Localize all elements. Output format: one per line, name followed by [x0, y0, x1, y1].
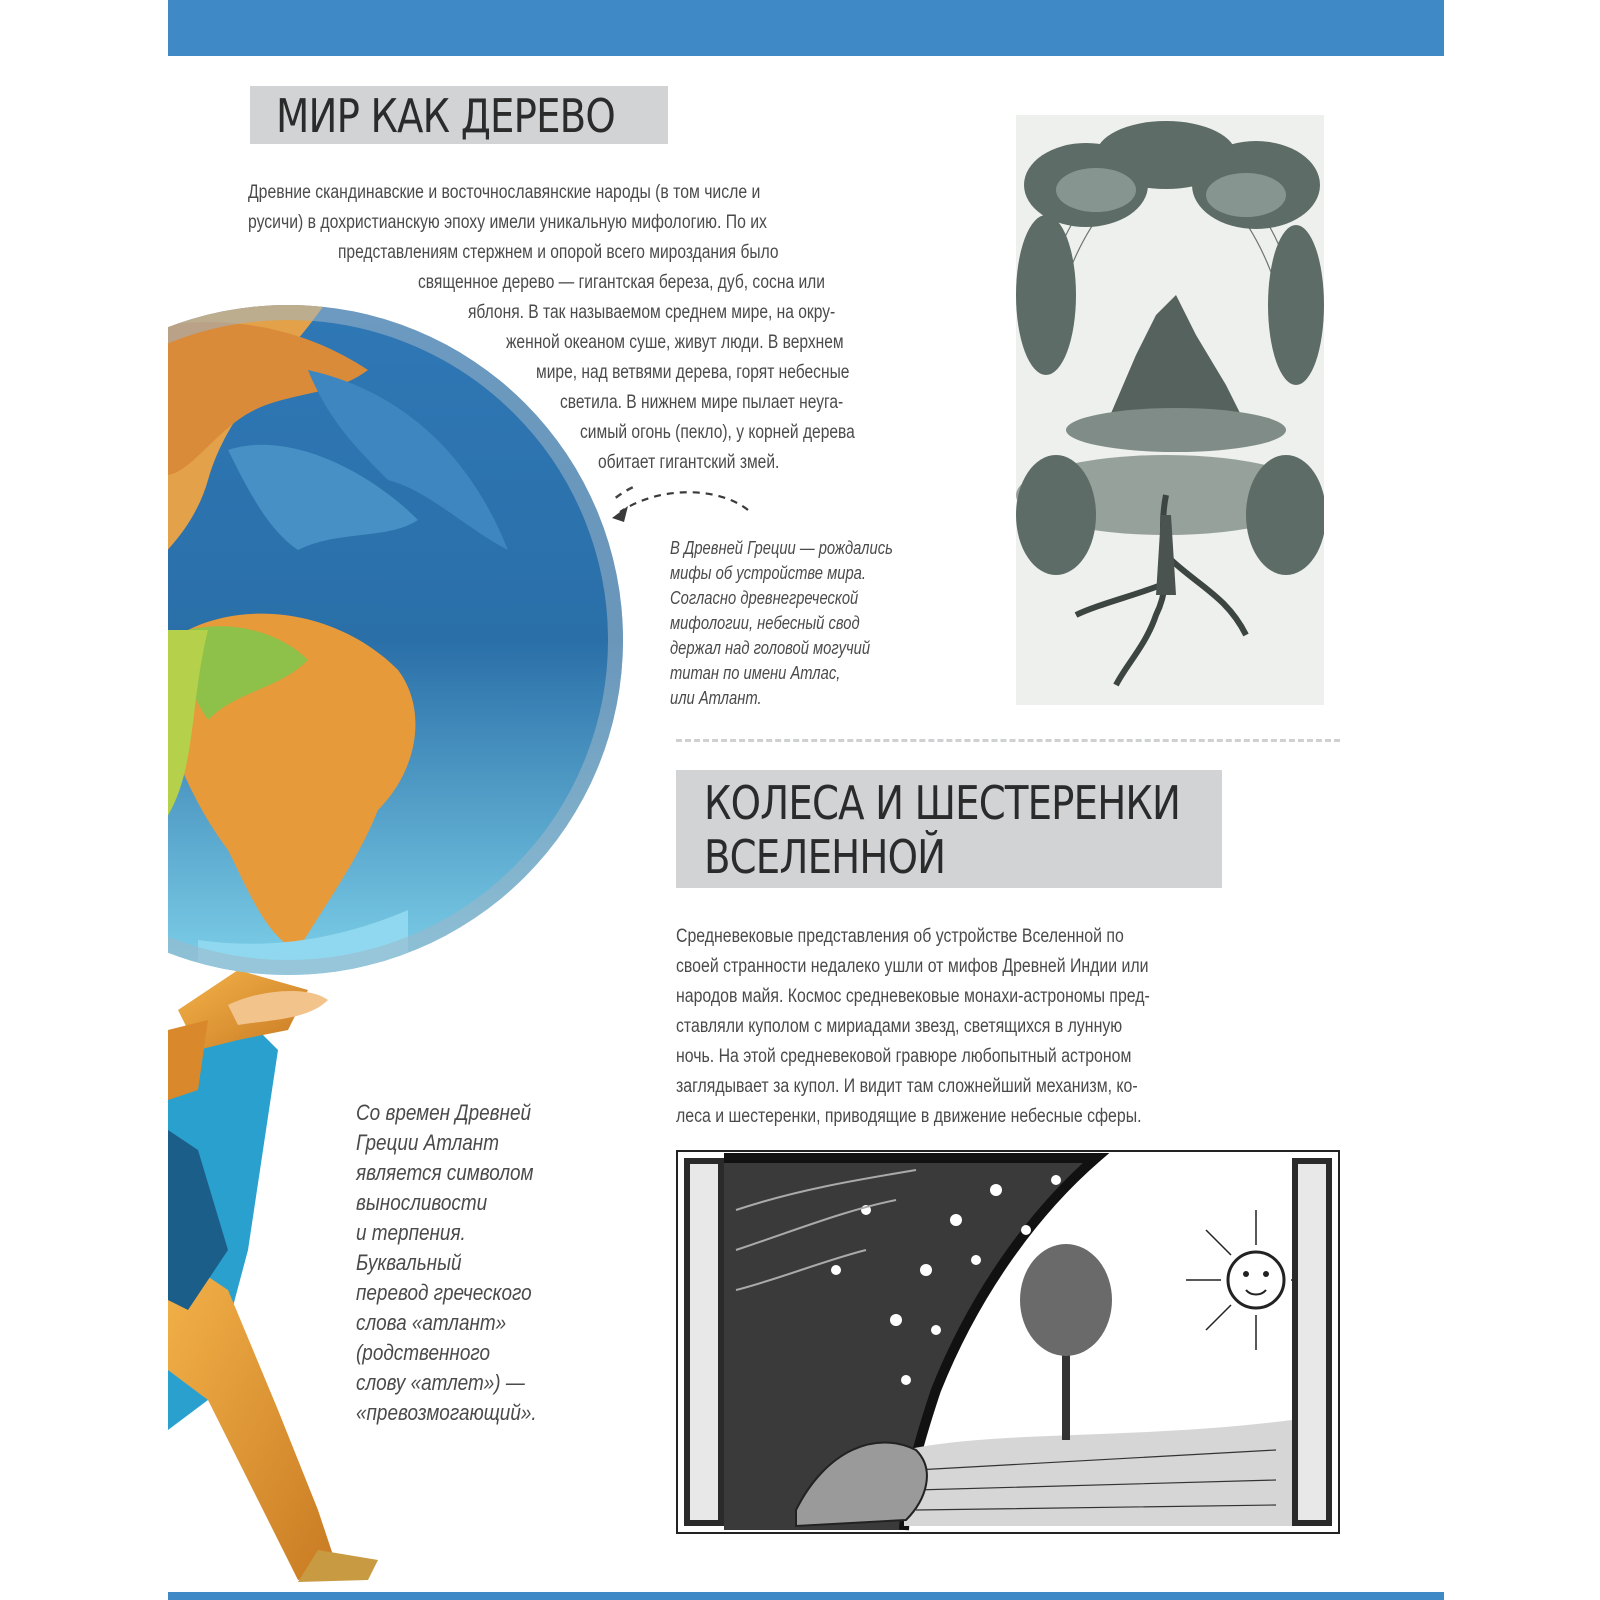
body-line: женной океаном суше, живут люди. В верхнем: [506, 332, 844, 353]
body-line: заглядывает за купол. И видит там сложнейший механизм, ко-: [676, 1076, 1138, 1097]
caption-line: (родственного: [356, 1340, 490, 1365]
body-line: обитает гигантский змей.: [598, 452, 780, 473]
body-line: своей странности недалеко ушли от мифов Древней Индии или: [676, 956, 1149, 977]
caption-line: Согласно древнегреческой: [670, 588, 859, 608]
caption-line: выносливости: [356, 1190, 488, 1215]
caption-line: титан по имени Атлас,: [670, 663, 841, 683]
pointer-arrow-icon: [598, 480, 758, 540]
body-line: народов майя. Космос средневековые монахи-астрономы пред-: [676, 986, 1150, 1007]
body-line: русичи) в дохристианскую эпоху имели уникальную мифологию. По их: [248, 212, 767, 233]
body-line: ночь. На этой средневековой гравюре любопытный астроном: [676, 1046, 1132, 1067]
world-tree-engraving: [1016, 115, 1324, 705]
section-title-text: МИР КАК ДЕРЕВО: [276, 89, 615, 143]
caption-line: Буквальный: [356, 1250, 462, 1275]
caption-line: является символом: [356, 1160, 534, 1185]
caption-line: В Древней Греции — рождались: [670, 538, 893, 558]
section-title-wheels: [676, 770, 1222, 888]
caption-line: слова «атлант»: [356, 1310, 507, 1335]
caption-line: Со времен Древней: [356, 1100, 532, 1125]
body-line: леса и шестеренки, приводящие в движение небесные сферы.: [676, 1106, 1142, 1127]
caption-line: «превозмогающий».: [356, 1400, 537, 1425]
section-divider: [676, 739, 1340, 742]
caption-line: мифы об устройстве мира.: [670, 563, 866, 583]
body-line: ставляли куполом с мириадами звезд, светящихся в лунную: [676, 1016, 1123, 1037]
body-line: яблоня. В так называемом среднем мире, на окру-: [468, 302, 836, 323]
body-line: светила. В нижнем мире пылает неуга-: [560, 392, 844, 413]
body-line: мире, над ветвями дерева, горят небесные: [536, 362, 850, 383]
caption-line: или Атлант.: [670, 688, 762, 708]
body-line: Средневековые представления об устройстве Вселенной по: [676, 926, 1124, 947]
caption-line: держал над головой могучий: [670, 638, 871, 658]
body-line: священное дерево — гигантская береза, дуб, сосна или: [418, 272, 825, 293]
bottom-accent-bar: [168, 1592, 1444, 1600]
section-title-line: ВСЕЛЕННОЙ: [704, 830, 946, 884]
caption-line: и терпения.: [356, 1220, 466, 1245]
caption-line: Греции Атлант: [356, 1130, 499, 1155]
body-line: Древние скандинавские и восточнославянские народы (в том числе и: [248, 182, 761, 203]
top-accent-bar: [168, 0, 1444, 56]
caption-line: слову «атлет») —: [356, 1370, 525, 1395]
body-line: симый огонь (пекло), у корней дерева: [580, 422, 855, 443]
flammarion-engraving: [676, 1150, 1340, 1534]
caption-line: мифологии, небесный свод: [670, 613, 860, 633]
body-line: представлениям стержнем и опорой всего мироздания было: [338, 242, 779, 263]
section-title-world-tree: [250, 86, 668, 144]
section-title-line: КОЛЕСА И ШЕСТЕРЕНКИ: [704, 776, 1181, 830]
caption-line: перевод греческого: [356, 1280, 532, 1305]
page: [168, 0, 1444, 1600]
